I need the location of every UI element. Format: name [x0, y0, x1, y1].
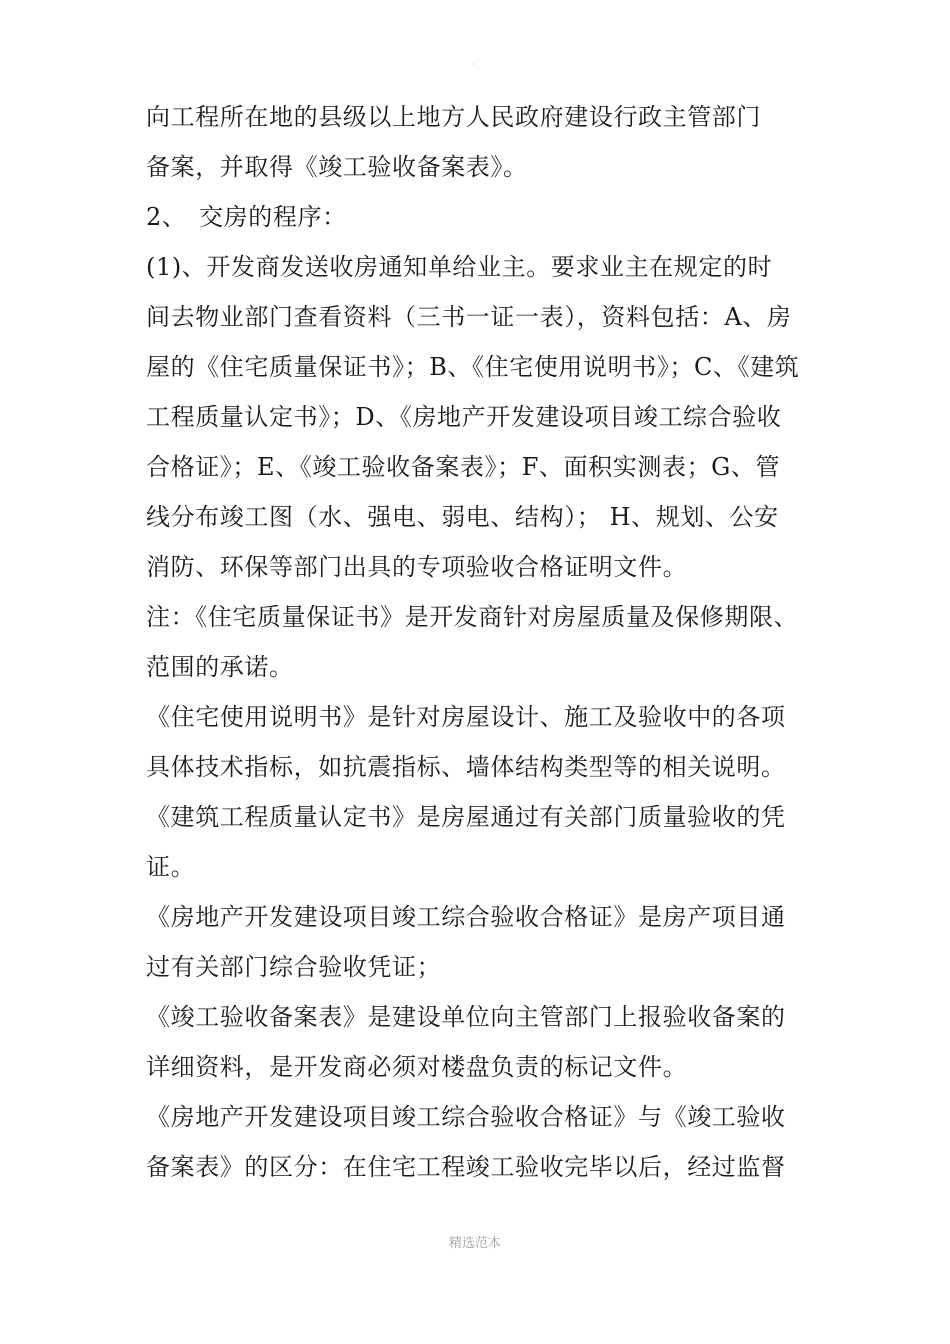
document-body: [146, 92, 816, 1192]
text-line: 《住宅使用说明书》是针对房屋设计、施工及验收中的各项: [146, 703, 786, 731]
text-line: 过有关部门综合验收凭证；: [146, 953, 442, 981]
text-line: 《建筑工程质量认定书》是房屋通过有关部门质量验收的凭: [146, 803, 786, 831]
text-line: 合格证》；E、《竣工验收备案表》；F、面积实测表；G、管: [146, 453, 781, 481]
text-line: 屋的《住宅质量保证书》；B、《住宅使用说明书》；C、《建筑: [146, 353, 800, 381]
text-line: 《房地产开发建设项目竣工综合验收合格证》是房产项目通: [146, 903, 786, 931]
text-line: 备案表》的区分：在住宅工程竣工验收完毕以后，经过监督: [146, 1153, 786, 1181]
text-line: (1)、开发商发送收房通知单给业主。要求业主在规定的时: [146, 253, 773, 281]
header-mark: ·: [472, 60, 475, 69]
text-line: 工程质量认定书》；D、《房地产开发建设项目竣工综合验收: [146, 403, 782, 431]
text-line: 消防、环保等部门出具的专项验收合格证明文件。: [146, 553, 688, 581]
text-line: 向工程所在地的县级以上地方人民政府建设行政主管部门: [146, 103, 761, 131]
section-heading: 2、 交房的程序：: [146, 203, 347, 231]
text-line: 《房地产开发建设项目竣工综合验收合格证》与《竣工验收: [146, 1103, 786, 1131]
page-footer: 精选范本: [448, 1236, 501, 1251]
text-line: 详细资料，是开发商必须对楼盘负责的标记文件。: [146, 1053, 688, 1081]
text-line: 线分布竣工图（水、强电、弱电、结构）； H、规划、公安: [146, 503, 779, 531]
text-line: 间去物业部门查看资料（三书一证一表），资料包括：A、房: [146, 303, 792, 331]
text-line: 具体技术指标，如抗震指标、墙体结构类型等的相关说明。: [146, 753, 786, 781]
note-line: 范围的承诺。: [146, 653, 294, 681]
text-line: 备案，并取得《竣工验收备案表》。: [146, 153, 528, 181]
text-line: 《竣工验收备案表》是建设单位向主管部门上报验收备案的: [146, 1003, 786, 1031]
note-line: 注：《住宅质量保证书》是开发商针对房屋质量及保修期限、: [146, 603, 799, 631]
text-line: 证。: [146, 853, 196, 881]
